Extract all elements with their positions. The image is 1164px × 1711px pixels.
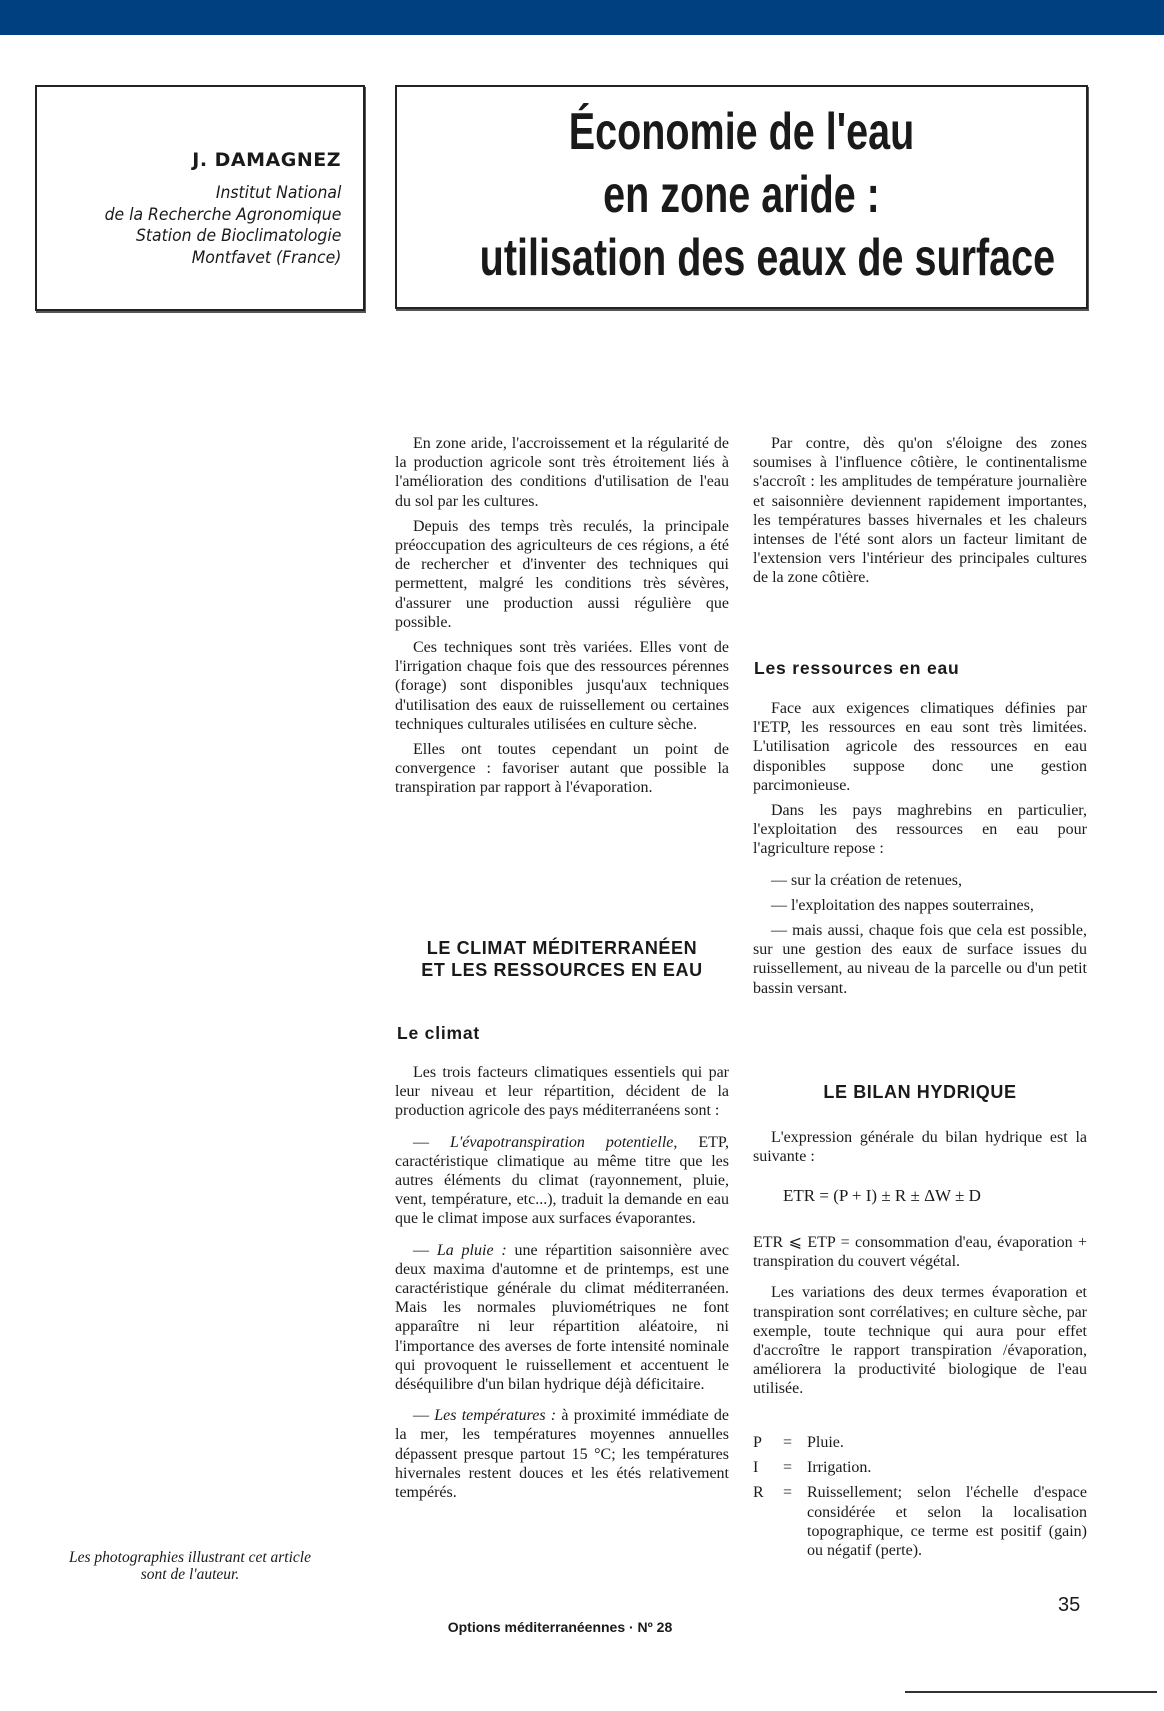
definition-r [753, 1483, 1087, 1560]
factor-text: , ETP, caractéristique climatique au même titre que les autres éléments du climat (rayonnement, pluie, vent, température, etc...), traduit la demande en eau que le climat impose aux surfaces évaporantes. [395, 1133, 729, 1228]
section-heading-bilan: LE BILAN HYDRIQUE [823, 1082, 1017, 1102]
definition-i [753, 1458, 1087, 1477]
bottom-rule [905, 1691, 1157, 1693]
continentalisme-text [753, 434, 1087, 594]
header-band [0, 0, 1164, 35]
heading-line: LE CLIMAT MÉDITERRANÉEN [426, 938, 698, 958]
climat-text [395, 1063, 729, 1508]
def-value: Ruissellement; selon l'échelle d'espace considérée et selon la localisation topographique, ce terme est positif (gain) ou négatif (perte). [807, 1484, 1087, 1560]
def-eq: = [783, 1459, 793, 1477]
paragraph: Par contre, dès qu'on s'éloigne des zones soumises à l'influence côtière, le continentalisme s'accroît : les amplitudes de température journalière et saisonnière deviennent rapidement importantes, les températures basses hivernales et les chaleurs intenses de l'été sont alors un facteur limitant de l'extension vers l'intérieur des principales cultures de la zone côtière. [753, 435, 1087, 587]
subheading-climat: Le climat [397, 1023, 481, 1043]
factor-temperatures [395, 1406, 729, 1502]
caption-line: sont de l'auteur. [140, 1566, 240, 1583]
factor-label: La pluie : [436, 1241, 507, 1259]
title-line: Économie de l'eau [568, 103, 915, 161]
water-balance-formula: ETR = (P + I) ± R ± ΔW ± D [783, 1186, 981, 1205]
paragraph: Les trois facteurs climatiques essentiels qui par leur niveau et leur répartition, décident de la production agricole des pays méditerranéens sont : [395, 1064, 729, 1120]
affiliation-line: Station de Bioclimatologie [135, 226, 341, 246]
def-value: Pluie. [807, 1434, 844, 1451]
section-heading-climat [395, 937, 729, 981]
list-item: — l'exploitation des nappes souterraines, [771, 896, 1034, 914]
title-line: utilisation des eaux de surface [479, 229, 1056, 287]
def-key: I [753, 1459, 759, 1477]
paragraph: Depuis des temps très reculés, la principale préoccupation des agriculteurs de ces régions, a été de rechercher et d'inventer des techniques qui permettent, malgré les conditions très sévères, d'assurer une production aussi régulière que possible. [395, 517, 729, 631]
factor-label: Les températures : [434, 1407, 557, 1425]
article-title [397, 101, 1086, 290]
author-name: J. DAMAGNEZ [192, 149, 341, 171]
dash: — [413, 1133, 450, 1151]
heading-line: ET LES RESSOURCES EN EAU [421, 960, 703, 980]
ressources-text [753, 699, 1087, 1004]
paragraph: ETR ⩽ ETP = consommation d'eau, évaporation + transpiration du couvert végétal. [753, 1234, 1087, 1271]
author-affiliation [104, 183, 341, 269]
affiliation-line: Institut National [215, 183, 341, 203]
factor-text: une répartition saisonnière avec deux maxima d'automne et de printemps, est une caractéristique générale du climat méditerranéen. Mais les normales pluviométriques ne font apparaître ni leur répartition aléatoire, ni l'importance des averses de forte intensité nominale qui provoquent le ruissellement et accentuent le déséquilibre d'un bilan hydrique déjà déficitaire. [395, 1241, 730, 1394]
definitions-list [753, 1433, 1087, 1566]
intro-text [395, 434, 729, 804]
definition-p [753, 1433, 1087, 1452]
factor-text: à proximité immédiate de la mer, les températures moyennes annuelles dépassent presque partout 15 °C; les températures hivernales restent douces et les étés relativement tempérés. [395, 1407, 730, 1502]
affiliation-line: Montfavet (France) [191, 247, 341, 268]
dash: — [413, 1407, 435, 1425]
paragraph: Face aux exigences climatiques définies par l'ETP, les ressources en eau sont très limitées. L'utilisation agricole des ressources en eau disponibles suppose donc une gestion parcimonieuse. [753, 700, 1087, 794]
def-key: P [753, 1434, 762, 1451]
def-eq: = [783, 1434, 793, 1451]
list-item: — sur la création de retenues, [771, 871, 963, 889]
title-line: en zone aride : [603, 166, 880, 224]
factor-etp [395, 1133, 729, 1229]
paragraph: En zone aride, l'accroissement et la régularité de la production agricole sont très étroitement liés à l'amélioration des conditions d'utilisation de l'eau du sol par les cultures. [395, 435, 729, 510]
bilan-text [753, 1233, 1087, 1405]
factor-pluie [395, 1241, 729, 1395]
dash: — [413, 1241, 437, 1259]
caption-line: Les photographies illustrant cet article [69, 1549, 311, 1566]
bilan-intro [753, 1128, 1087, 1172]
author-box [35, 85, 365, 311]
paragraph: Les variations des deux termes évaporation et transpiration sont corrélatives; en culture sèche, par exemple, toute technique qui aura pour effet d'accroître le rapport transpiration /évaporation, améliorera la productivité biologique de l'eau utilisée. [753, 1284, 1087, 1398]
def-key: R [753, 1484, 764, 1502]
subheading-ressources: Les ressources en eau [754, 658, 960, 678]
paragraph: Elles ont toutes cependant un point de convergence : favoriser autant que possible la transpiration par rapport à l'évaporation. [395, 741, 729, 797]
journal-footer: Options méditerranéennes · Nº 28 [447, 1619, 673, 1635]
factor-label: L'évapotranspiration potentielle [449, 1133, 674, 1151]
paragraph: Ces techniques sont très variées. Elles vont de l'irrigation chaque fois que des ressources pérennes (forage) sont disponibles jusqu'aux techniques d'utilisation des eaux de ruissellement ou certaines techniques culturales utilisées en culture sèche. [395, 639, 729, 733]
list-item: — mais aussi, chaque fois que cela est possible, sur une gestion des eaux de surface issues du ruissellement, au niveau de la parcelle ou d'un petit bassin versant. [753, 922, 1087, 997]
def-eq: = [783, 1484, 793, 1502]
photo-caption [35, 1549, 345, 1583]
def-value: Irrigation. [807, 1459, 872, 1477]
affiliation-line: de la Recherche Agronomique [104, 204, 341, 225]
paragraph: L'expression générale du bilan hydrique est la suivante : [753, 1129, 1087, 1166]
paragraph: Dans les pays maghrebins en particulier, l'exploitation des ressources en eau pour l'agriculture repose : [753, 802, 1087, 858]
title-box [395, 85, 1088, 309]
page-number: 35 [1058, 1594, 1081, 1616]
